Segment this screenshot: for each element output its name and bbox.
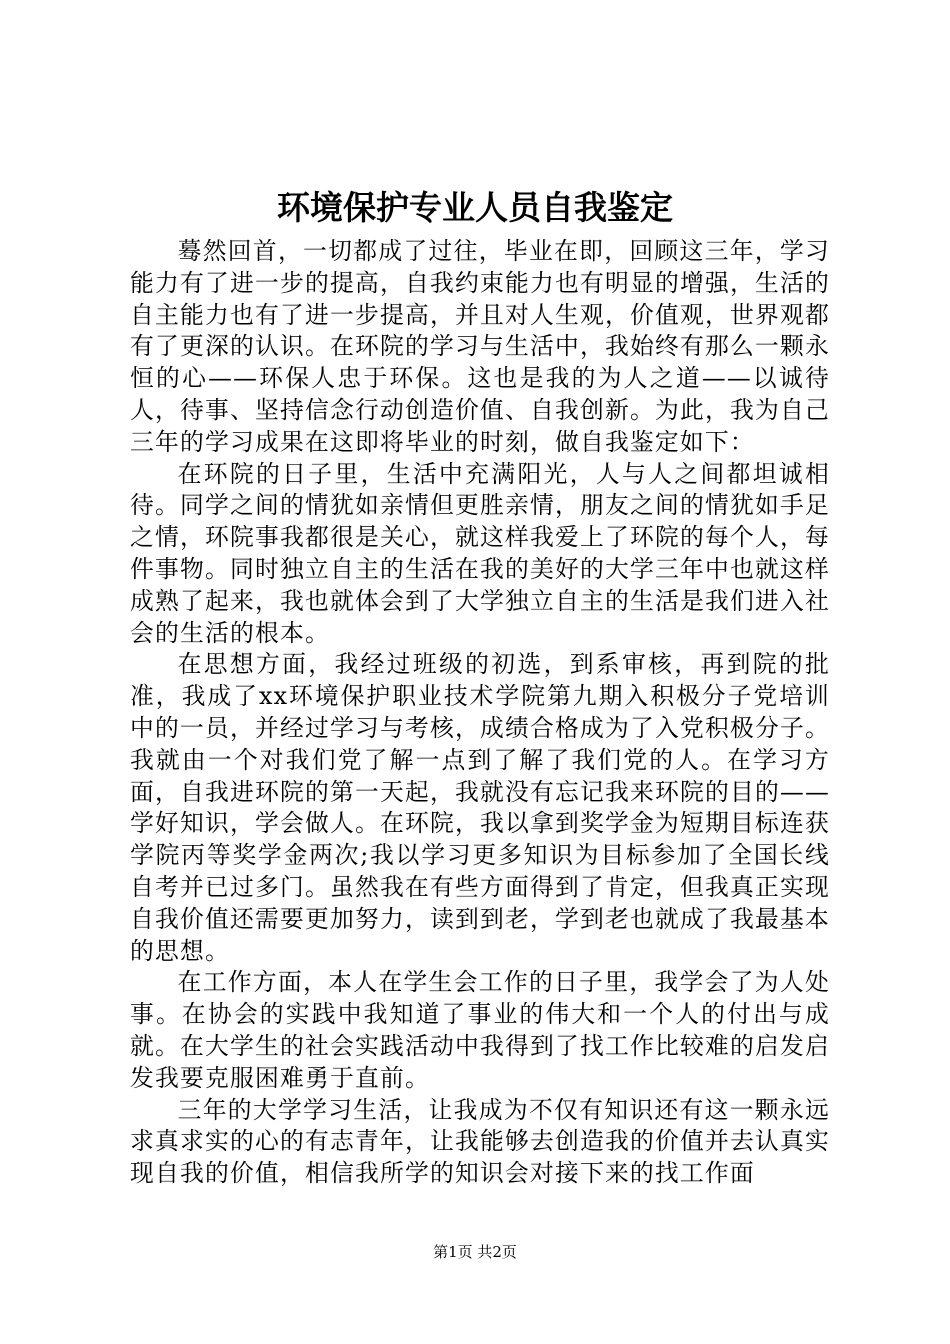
paragraph-intro: 蓦然回首，一切都成了过往，毕业在即，回顾这三年，学习能力有了进一步的提高，自我约束能力也有明显的增强，生活的自主能力也有了进一步提高，并且对人生观，价值观，世界观都有了更深的认识。在环院的学习与生活中，我始终有那么一颗永恒的心——环保人忠于环保。这也是我的为人之道——以诚待人，待事、坚持信念行动创造价值、自我创新。为此，我为自己三年的学习成果在这即将毕业的时刻，做自我鉴定如下： xyxy=(130,237,830,456)
paragraph-life: 在环院的日子里，生活中充满阳光，人与人之间都坦诚相待。同学之间的情犹如亲情但更胜亲情，朋友之间的情犹如手足之情，环院事我都很是关心，就这样我爱上了环院的每个人，每件事物。同时独立自主的生活在我的美好的大学三年中也就这样成熟了起来，我也就体会到了大学独立自主的生活是我们进入社会的生活的根本。 xyxy=(130,459,830,647)
paragraph-summary: 三年的大学学习生活，让我成为不仅有知识还有这一颗永远求真求实的心的有志青年，让我能够去创造我的价值并去认真实现自我的价值，相信我所学的知识会对接下来的找工作面 xyxy=(130,1095,830,1188)
paragraph-work: 在工作方面，本人在学生会工作的日子里，我学会了为人处事。在协会的实践中我知道了事业的伟大和一个人的付出与成就。在大学生的社会实践活动中我得到了找工作比较难的启发启发我要克服困难勇于直前。 xyxy=(130,968,830,1092)
document-body xyxy=(130,236,830,1190)
document-title: 环境保护专业人员自我鉴定 xyxy=(277,188,673,227)
paragraph-thought-study: 在思想方面，我经过班级的初选，到系审核，再到院的批准，我成了xx环境保护职业技术学院第九期入积极分子党培训中的一员，并经过学习与考核，成绩合格成为了入党积极分子。我就由一个对我们党了解一点到了解了我们党的人。在学习方面，自我进环院的第一天起，我就没有忘记我来环院的目的——学好知识，学会做人。在环院，我以拿到奖学金为短期目标连获学院丙等奖学金两次;我以学习更多知识为目标参加了全国长线自考并已过多门。虽然我在有些方面得到了肯定，但我真正实现自我价值还需要更加努力，读到到老，学到老也就成了我最基本的思想。 xyxy=(130,650,830,965)
page-footer: 第1页 共2页 xyxy=(433,1243,517,1261)
